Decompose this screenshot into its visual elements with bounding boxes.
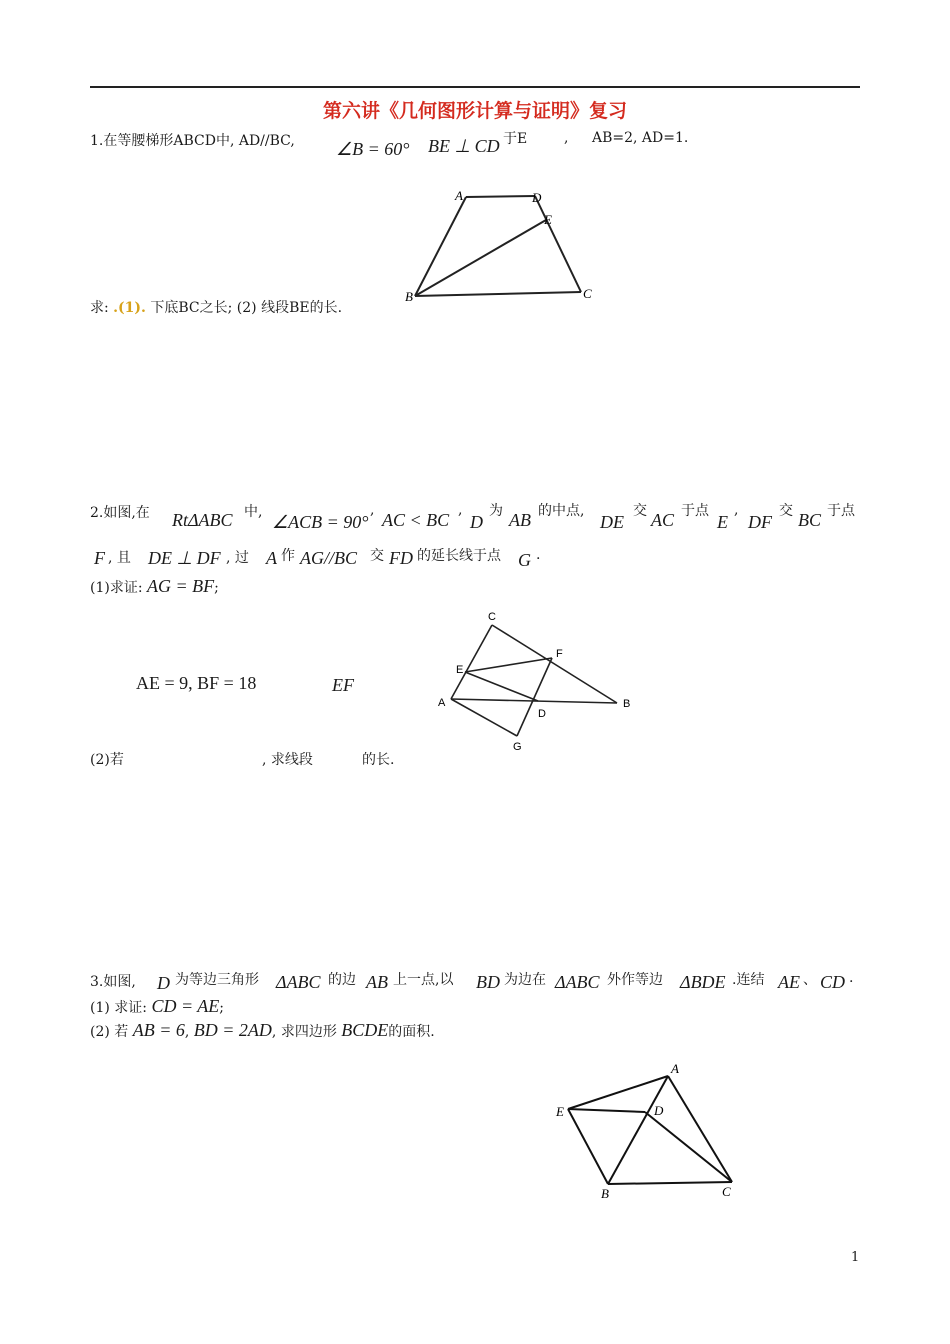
q2-inequality: AC < BC xyxy=(382,510,450,530)
q1-label-E: E xyxy=(544,212,552,227)
q3-segment-ED xyxy=(568,1109,645,1112)
q1-trapezoid-figure xyxy=(405,180,605,305)
q3-label-C: C xyxy=(722,1184,731,1199)
q2-yudian-1: 于点 xyxy=(681,503,709,519)
q2-perp: DE ⊥ DF xyxy=(148,548,221,568)
q2-label-A: A xyxy=(438,697,446,709)
q3-side-BC xyxy=(608,1182,732,1184)
q3-shang: 上一点,以 xyxy=(393,972,454,988)
q2-num: 2.如图,在 xyxy=(90,505,150,521)
q3-segment-DC xyxy=(645,1112,732,1182)
q3-segment-AE: AE xyxy=(778,972,800,992)
q1-ask-rest: 下底BC之长; (2) 线段BE的长. xyxy=(150,300,343,316)
q1-question xyxy=(90,297,342,317)
q1-side-BC xyxy=(415,292,581,296)
q3-segment-EB xyxy=(568,1109,608,1184)
q3-segment-CD: CD xyxy=(820,972,846,992)
q3-part2-comma: , xyxy=(184,1024,190,1040)
q2-part1 xyxy=(90,576,219,597)
q2-segment-AB: AB xyxy=(509,510,531,530)
q2-part1-equation: AG = BF xyxy=(147,576,215,596)
q2-segment-DE: DE xyxy=(600,512,624,532)
q2-part2-values: AE = 9, BF = 18 xyxy=(136,673,257,693)
q2-part1-end: ; xyxy=(214,580,219,596)
q2-label-C: C xyxy=(488,611,496,623)
q2-comma-1: , xyxy=(370,502,375,518)
q3-weibian: 为边在 xyxy=(504,972,546,988)
q1-label-A: A xyxy=(455,188,463,203)
header-rule xyxy=(90,86,860,88)
q2-point-E: E xyxy=(717,512,728,532)
q2-point-A: A xyxy=(266,548,277,568)
q1-sep: , xyxy=(564,130,569,146)
q1-foot: 于E xyxy=(503,131,528,147)
q2-wei: 为 xyxy=(489,503,503,519)
q3-label-A: A xyxy=(671,1061,679,1076)
q3-wai: 外作等边 xyxy=(607,972,663,988)
q3-part2 xyxy=(90,1020,435,1041)
q2-part2-end: 的长. xyxy=(362,752,395,768)
q3-part2-ab: AB = 6 xyxy=(132,1020,185,1040)
q2-jiao-2: 交 xyxy=(779,503,793,519)
q2-label-E: E xyxy=(456,664,464,676)
q2-segment-EF xyxy=(465,658,552,672)
q3-num: 3.如图, xyxy=(90,974,136,990)
q3-part2-prefix: (2) 若 xyxy=(90,1024,129,1040)
q2-segment-ED xyxy=(465,672,538,701)
q3-bian: 的边 xyxy=(328,972,356,988)
q2-jiao-1: 交 xyxy=(633,503,647,519)
q3-triangle-ABC-2: ΔABC xyxy=(555,972,600,992)
q2-triangle: RtΔABC xyxy=(172,510,233,530)
q2-part2-mid: , 求线段 xyxy=(262,752,313,768)
q2-segment-AC: AC xyxy=(651,510,675,530)
q2-jiao-3: 交 xyxy=(370,548,384,564)
q3-triangle-BDE: ΔBDE xyxy=(680,972,726,992)
q2-part2-segment: EF xyxy=(332,675,354,695)
q3-line1-end: . xyxy=(849,970,854,986)
q3-part1 xyxy=(90,996,224,1017)
q2-comma-2: , xyxy=(458,502,463,518)
q1-label-C: C xyxy=(583,286,592,301)
q3-lian: .连结 xyxy=(732,972,765,988)
q2-qie: , 且 xyxy=(108,550,131,566)
page-title: 第六讲《几何图形计算与证明》复习 xyxy=(322,100,627,122)
q3-label-B: B xyxy=(601,1186,609,1201)
q2-guo: , 过 xyxy=(226,550,249,566)
q2-point-D: D xyxy=(470,512,483,532)
q2-point-F: F xyxy=(94,548,105,568)
q3-label-D: D xyxy=(654,1103,664,1118)
q3-part1-end: ; xyxy=(219,1000,224,1016)
q1-side-AD xyxy=(466,196,535,197)
q3-part1-prefix: (1) 求证: xyxy=(90,1000,147,1016)
q1-label-B: B xyxy=(405,289,413,304)
q3-part2-quad: BCDE xyxy=(341,1020,389,1040)
q2-segment-FD: FD xyxy=(389,548,413,568)
q2-angle: ∠ACB = 90° xyxy=(272,512,369,532)
q3-part1-equation: CD = AE xyxy=(151,996,220,1016)
q2-line2-end: . xyxy=(536,547,541,563)
q2-extension: 的延长线于点 xyxy=(417,548,501,564)
q3-dun: 、 xyxy=(803,972,817,988)
q2-point-G: G xyxy=(518,550,531,570)
q1-ask-mark: .(1). xyxy=(113,300,146,316)
q2-comma-3: , xyxy=(734,502,739,518)
q2-label-F: F xyxy=(556,648,563,660)
q2-segment-DF: DF xyxy=(748,512,772,532)
q3-segment-BD: BD xyxy=(476,972,500,992)
q1-angle: ∠B = 60° xyxy=(336,139,410,159)
q2-zhong: 中, xyxy=(244,504,263,520)
q1-intro: 1.在等腰梯形ABCD中, AD//BC, xyxy=(90,133,295,149)
q2-side-CA xyxy=(451,625,492,699)
q2-segment-AG xyxy=(451,699,517,736)
q3-part2-ask: , 求四边形 xyxy=(271,1024,337,1040)
q1-ask-prefix: 求: xyxy=(90,300,109,316)
q2-midpoint-text: 的中点, xyxy=(538,503,585,519)
q3-part2-bd: BD = 2AD xyxy=(193,1020,272,1040)
q3-wei: 为等边三角形 xyxy=(175,972,259,988)
q2-part1-prefix: (1)求证: xyxy=(90,580,143,596)
q2-parallel: AG//BC xyxy=(300,548,357,568)
q3-label-E: E xyxy=(556,1104,564,1119)
q3-triangle-ABC: ΔABC xyxy=(276,972,321,992)
q2-zuo: 作 xyxy=(281,548,295,564)
q3-part2-end: 的面积. xyxy=(388,1024,435,1040)
q2-segment-BC: BC xyxy=(798,510,822,530)
q3-point-D: D xyxy=(157,973,170,993)
q2-label-D: D xyxy=(538,708,546,720)
q2-label-B: B xyxy=(623,698,631,710)
q1-given: AB=2, AD=1. xyxy=(592,130,689,146)
page-number: 1 xyxy=(851,1250,860,1265)
q3-triangle-figure xyxy=(550,1058,745,1203)
q2-part2-prefix: (2)若 xyxy=(90,752,124,768)
q1-perp: BE ⊥ CD xyxy=(428,136,500,156)
q2-yudian-2: 于点 xyxy=(827,503,855,519)
q1-side-DC xyxy=(535,196,581,292)
q2-segment-FG xyxy=(517,658,552,736)
q1-label-D: D xyxy=(532,190,542,205)
q3-segment-AB: AB xyxy=(366,972,388,992)
q2-label-G: G xyxy=(513,741,522,753)
q2-triangle-figure xyxy=(432,605,642,755)
q3-side-AC xyxy=(668,1076,732,1182)
